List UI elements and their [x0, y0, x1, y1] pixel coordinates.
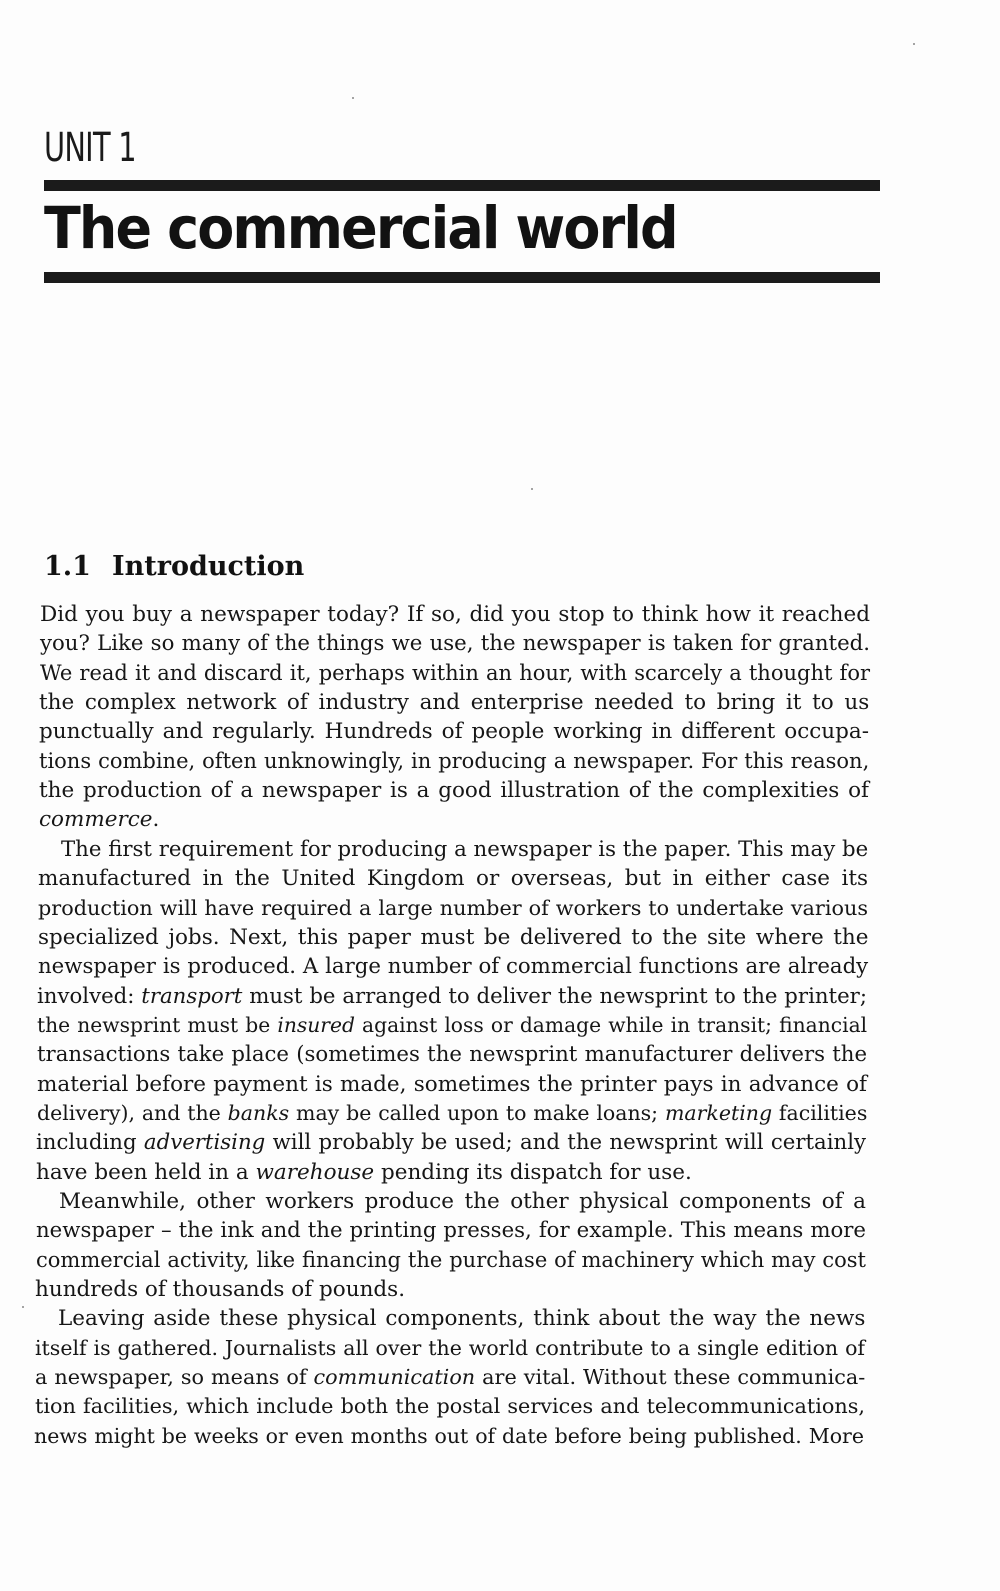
bottom-rule	[44, 272, 880, 283]
text-run: have been held in a	[36, 1159, 256, 1185]
text-run: facilities	[772, 1100, 868, 1125]
text-run: commercial activity, like financing the purchase of machinery which may cost	[36, 1247, 866, 1272]
text-line	[36, 1158, 692, 1187]
text-run: news might be weeks or even months out of date before being published. More	[34, 1423, 864, 1448]
text-line	[58, 1304, 865, 1333]
text-run: the production of a newspaper is a good illustration of the complexities of	[39, 778, 869, 804]
text-run: the complex network of industry and enterprise needed to bring it to us	[39, 690, 870, 716]
text-run: .	[152, 807, 160, 833]
text-line	[40, 629, 870, 658]
text-run: material before payment is made, sometimes the printer pays in advance of	[37, 1071, 867, 1097]
text-run: transactions take place (sometimes the newsprint manufacturer delivers the	[37, 1042, 868, 1068]
text-line	[37, 1070, 867, 1099]
text-line	[35, 1363, 865, 1392]
text-line	[36, 1246, 866, 1275]
text-run: are vital. Without these communica-	[475, 1365, 866, 1390]
section-heading	[44, 550, 304, 584]
text-run: manufactured in the United Kingdom or overseas, but in either case its	[38, 866, 868, 892]
text-line	[37, 1040, 867, 1069]
text-line	[37, 1011, 867, 1040]
text-line	[37, 982, 867, 1011]
text-line	[39, 776, 869, 805]
text-run: involved:	[37, 983, 142, 1009]
text-run: the newsprint must be	[37, 1012, 278, 1037]
emphasized-term: banks	[227, 1100, 290, 1125]
text-run: punctually and regularly. Hundreds of people working in different occupa-	[39, 719, 869, 745]
text-line	[35, 1392, 865, 1421]
text-run: Meanwhile, other workers produce the other physical components of a	[59, 1189, 866, 1214]
text-line	[34, 1422, 864, 1451]
text-run: Leaving aside these physical components, think about the way the news	[58, 1306, 866, 1332]
emphasized-term: warehouse	[255, 1159, 375, 1185]
emphasized-term: advertising	[143, 1130, 266, 1156]
emphasized-term: insured	[277, 1012, 355, 1037]
text-line	[39, 747, 869, 776]
text-line	[36, 1128, 866, 1157]
text-line	[59, 1187, 866, 1216]
text-run: will probably be used; and the newsprint will certainly	[265, 1130, 866, 1156]
text-run: hundreds of thousands of pounds.	[35, 1277, 406, 1303]
emphasized-term: commerce	[39, 807, 153, 833]
text-run: delivery), and the	[37, 1100, 228, 1125]
section-title: Introduction	[112, 551, 305, 582]
emphasized-term: transport	[141, 983, 243, 1009]
text-run: pending its dispatch for use.	[374, 1159, 692, 1185]
text-run: tion facilities, which include both the postal services and telecommunications,	[35, 1394, 865, 1419]
text-line	[39, 717, 869, 746]
scan-speck	[22, 1306, 24, 1308]
text-line	[38, 923, 868, 952]
text-line	[37, 1099, 867, 1128]
text-run: Did you buy a newspaper today? If so, did you stop to think how it reached	[40, 602, 870, 627]
text-run: newspaper – the ink and the printing presses, for example. This means more	[36, 1218, 866, 1244]
text-line	[36, 1216, 866, 1245]
text-line	[39, 805, 159, 834]
text-run: The first requirement for producing a newspaper is the paper. This may be	[61, 836, 869, 862]
section-number: 1.1	[44, 551, 91, 582]
text-line	[61, 835, 868, 864]
top-rule	[44, 180, 880, 191]
text-run: We read it and discard it, perhaps within an hour, with scarcely a thought for	[40, 660, 870, 685]
text-run: production will have required a large number of workers to undertake various	[38, 895, 868, 920]
text-run: specialized jobs. Next, this paper must be delivered to the site where the	[38, 924, 869, 950]
scan-speck	[913, 43, 915, 45]
text-line	[35, 1334, 865, 1363]
text-line	[40, 600, 870, 629]
text-line	[38, 864, 868, 893]
text-line	[35, 1275, 405, 1304]
unit-label: UNIT 1	[44, 125, 136, 171]
emphasized-term: communication	[313, 1365, 476, 1390]
text-line	[40, 659, 870, 688]
text-line	[39, 688, 869, 717]
unit-title: The commercial world	[44, 194, 677, 262]
emphasized-term: marketing	[664, 1100, 773, 1125]
text-run: tions combine, often unknowingly, in producing a newspaper. For this reason,	[39, 748, 870, 773]
text-run: newspaper is produced. A large number of commercial functions are already	[38, 954, 869, 980]
scan-speck	[352, 97, 354, 99]
text-run: itself is gathered. Journalists all over the world contribute to a single edition of	[35, 1335, 865, 1360]
text-run: may be called upon to make loans;	[289, 1100, 665, 1125]
scan-speck	[531, 488, 533, 490]
text-run: must be arranged to deliver the newsprint to the printer;	[242, 983, 867, 1009]
text-run: against loss or damage while in transit; financial	[354, 1012, 868, 1037]
text-run: a newspaper, so means of	[35, 1365, 314, 1390]
text-run: including	[36, 1130, 144, 1156]
text-line	[38, 952, 868, 981]
text-run: you? Like so many of the things we use, the newspaper is taken for granted.	[40, 631, 870, 657]
text-line	[38, 894, 868, 923]
